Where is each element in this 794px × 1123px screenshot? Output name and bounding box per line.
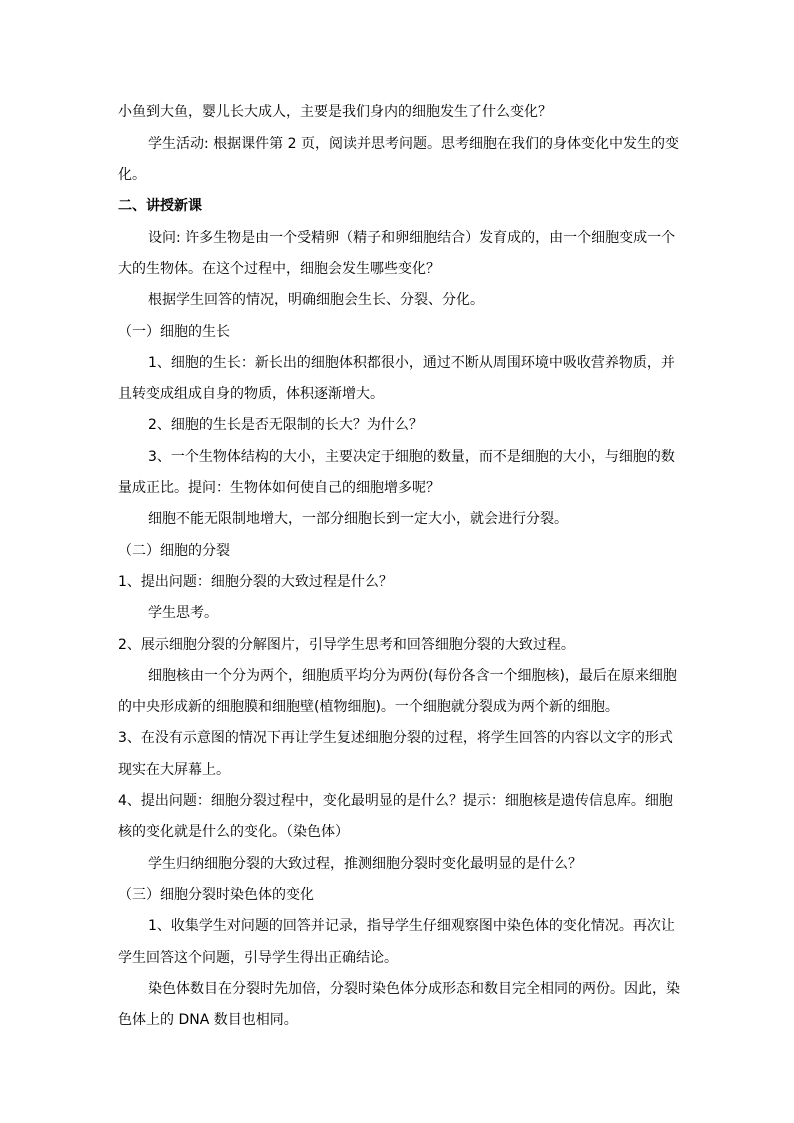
paragraph-line: 学生归纳细胞分裂的大致过程，推测细胞分裂时变化最明显的是什么？ [148,856,582,872]
paragraph-line: 3、在没有示意图的情况下再让学生复述细胞分裂的过程，将学生回答的内容以文字的形式 [118,730,673,746]
paragraph-line: 细胞核由一个分为两个，细胞质平均分为两份(每份各含一个细胞核)，最后在原来细胞 [148,668,677,684]
paragraph-line: 2、细胞的生长是否无限制的长大？为什么？ [148,417,423,433]
paragraph-line: 色体上的 DNA 数目也相同。 [118,1012,298,1028]
paragraph-line: 学生活动: 根据课件第 2 页，阅读并思考问题。思考细胞在我们的身体变化中发生的变 [148,136,679,152]
paragraph-line: 2、展示细胞分裂的分解图片，引导学生思考和回答细胞分裂的大致过程。 [118,637,575,653]
paragraph-line: 1、提出问题：细胞分裂的大致过程是什么？ [118,574,393,590]
paragraph-line: 染色体数目在分裂时先加倍，分裂时染色体分成形态和数目完全相同的两份。因此，染 [148,981,680,997]
paragraph-line: 的中央形成新的细胞膜和细胞壁(植物细胞)。一个细胞就分裂成为两个新的细胞。 [118,699,619,715]
paragraph-line: 根据学生回答的情况，明确细胞会生长、分裂、分化。 [148,292,484,308]
subsection-heading: （一）细胞的生长 [118,324,230,340]
paragraph-line: 化。 [118,167,146,183]
paragraph-line: 3、一个生物体结构的大小，主要决定于细胞的数量，而不是细胞的大小，与细胞的数 [148,449,675,465]
paragraph-line: 大的生物体。在这个过程中，细胞会发生哪些变化？ [118,261,440,277]
paragraph-line: 4、提出问题：细胞分裂过程中，变化最明显的是什么？提示：细胞核是遗传信息库。细胞 [118,793,673,809]
paragraph-line: 设问: 许多生物是由一个受精卵（精子和卵细胞结合）发育成的，由一个细胞变成一个 [148,230,676,246]
paragraph-line: 细胞不能无限制地增大，一部分细胞长到一定大小，就会进行分裂。 [148,511,568,527]
paragraph-line: 学生回答这个问题，引导学生得出正确结论。 [118,950,398,966]
paragraph-line: 且转变成组成自身的物质，体积逐渐增大。 [118,386,384,402]
subsection-heading: （二）细胞的分裂 [118,543,230,559]
section-heading: 二、讲授新课 [118,198,202,214]
paragraph-line: 核的变化就是什么的变化。（染色体） [118,824,349,840]
paragraph-line: 1、收集学生对问题的回答并记录，指导学生仔细观察图中染色体的变化情况。再次让 [148,918,675,934]
paragraph-line: 小鱼到大鱼，婴儿长大成人，主要是我们身内的细胞发生了什么变化？ [118,104,552,120]
paragraph-line: 现实在大屏幕上。 [118,762,230,778]
paragraph-line: 1、细胞的生长：新长出的细胞体积都很小，通过不断从周围环境中吸收营养物质，并 [148,355,675,371]
paragraph-line: 量成正比。提问：生物体如何使自己的细胞增多呢？ [118,480,440,496]
paragraph-line: 学生思考。 [148,605,218,621]
subsection-heading: （三）细胞分裂时染色体的变化 [118,887,314,903]
